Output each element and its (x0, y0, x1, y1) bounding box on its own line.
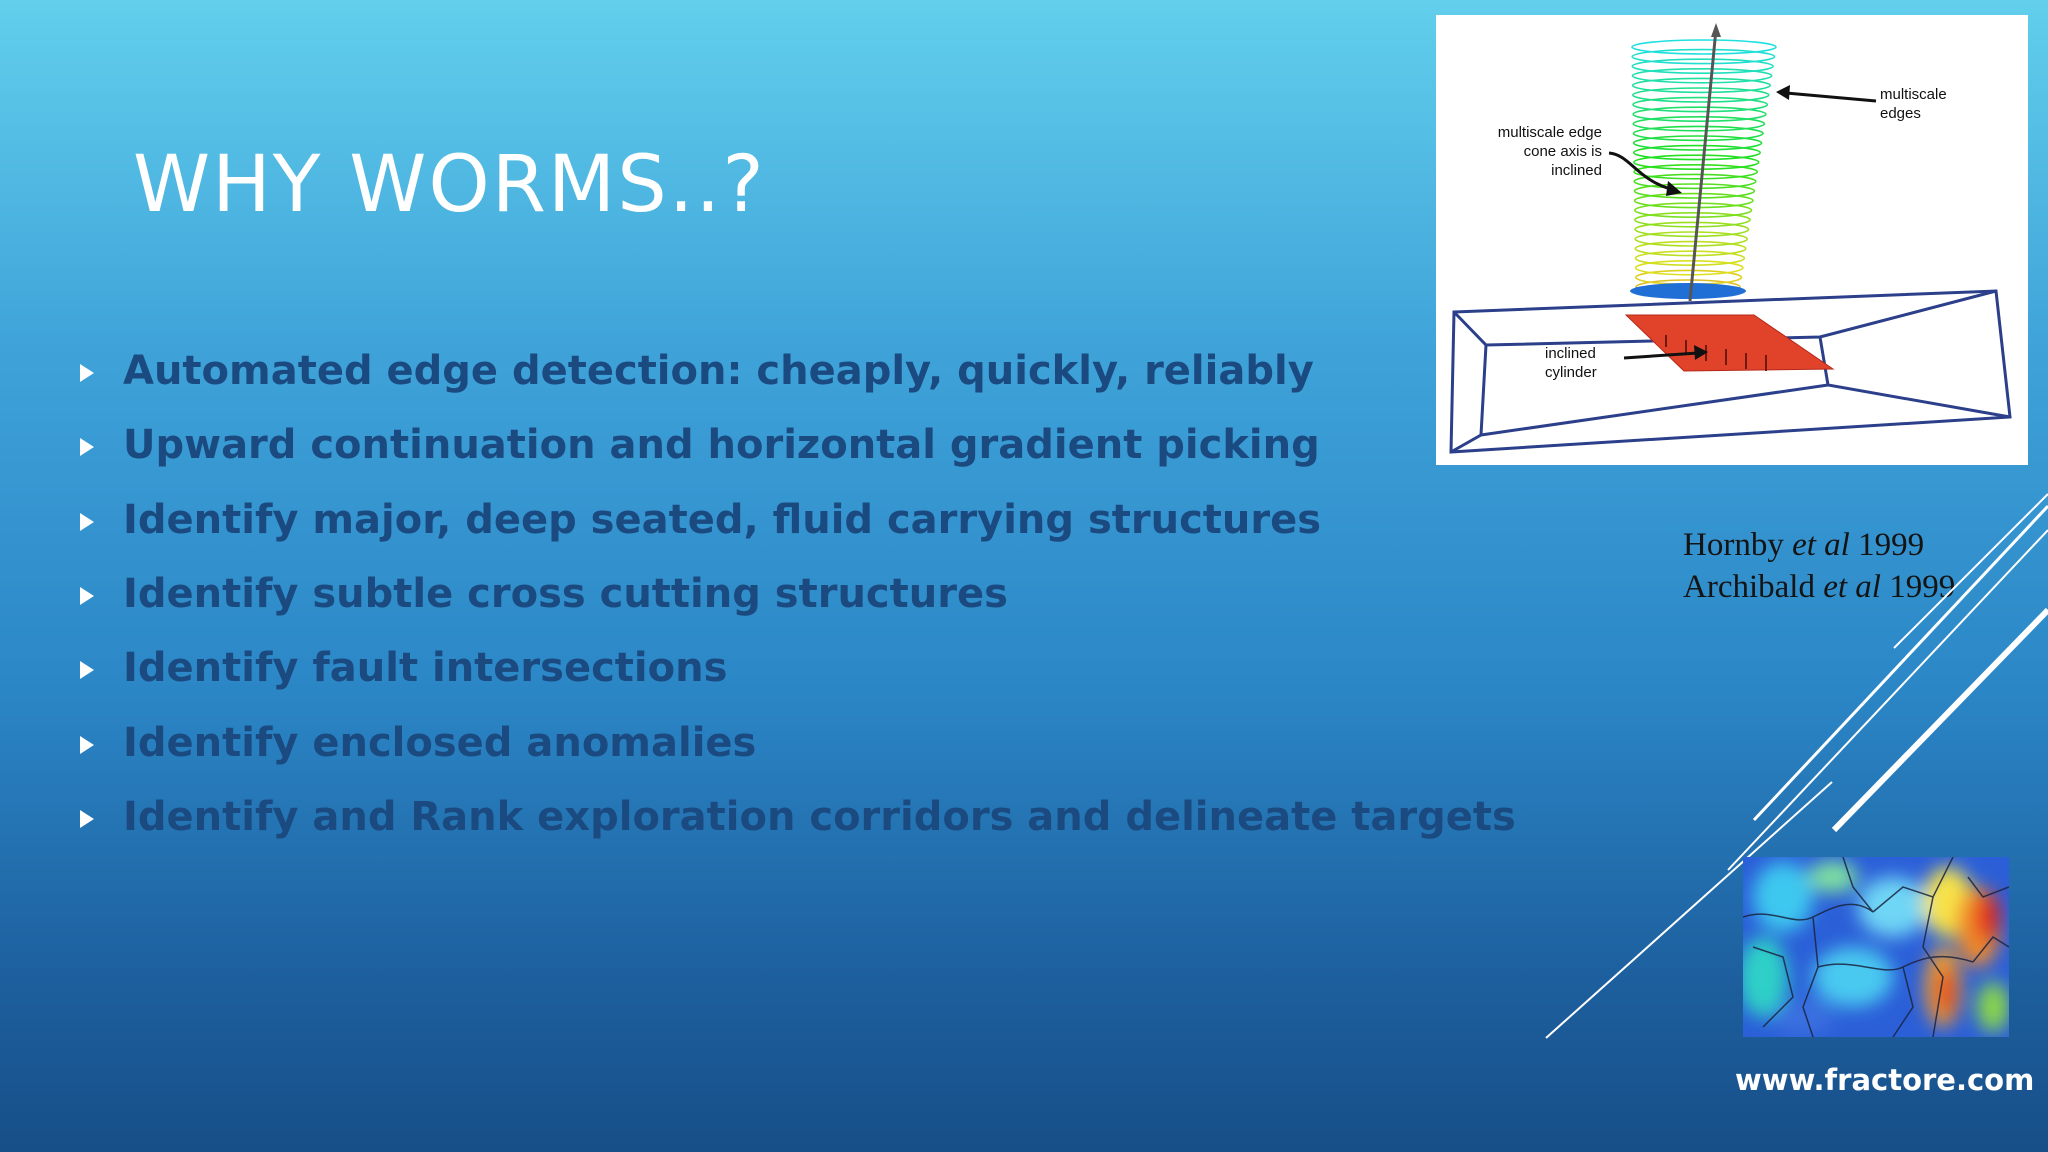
bullet-item (80, 334, 1516, 408)
label-edges-2: edges (1880, 105, 1921, 122)
bullet-item (80, 780, 1516, 854)
label-cone-axis-1: multiscale edge (1497, 124, 1602, 141)
bullet-triangle-icon (80, 364, 94, 382)
multiscale-edge-figure (1436, 15, 2028, 465)
bullet-triangle-icon (80, 438, 94, 456)
reference-etal: et al (1792, 527, 1850, 563)
multiscale-edge-diagram (1436, 15, 2028, 465)
edge-ring (1632, 40, 1776, 54)
bullet-item (80, 557, 1516, 631)
bullet-item (80, 705, 1516, 779)
cone-base (1630, 283, 1746, 299)
bullet-triangle-icon (80, 587, 94, 605)
bullet-item (80, 631, 1516, 705)
reference-author: Archibald (1683, 569, 1815, 605)
bullet-item (80, 408, 1516, 482)
bullet-triangle-icon (80, 810, 94, 828)
slide-title: WHY WORMS..? (133, 140, 766, 230)
reference-etal: et al (1823, 569, 1881, 605)
cone-axis-arrowhead (1711, 23, 1721, 37)
label-cone-axis-2: cone axis is (1523, 143, 1602, 160)
bullet-text: Identify enclosed anomalies (123, 719, 757, 766)
bullet-item (80, 483, 1516, 557)
bullet-triangle-icon (80, 736, 94, 754)
bullet-text: Identify subtle cross cutting structures (123, 571, 1008, 618)
label-cylinder-2: cylinder (1545, 364, 1597, 381)
reference-author: Hornby (1683, 527, 1784, 563)
label-edges-1: multiscale (1880, 86, 1947, 103)
worm-map-thumbnail (1743, 857, 2009, 1037)
bullet-triangle-icon (80, 513, 94, 531)
bullet-text: Upward continuation and horizontal gradient picking (123, 422, 1320, 469)
label-cylinder-1: inclined (1545, 345, 1596, 362)
label-cone-axis-3: inclined (1551, 162, 1602, 179)
bullet-text: Identify major, deep seated, fluid carrying structures (123, 496, 1322, 543)
bullet-triangle-icon (80, 661, 94, 679)
bullet-text: Identify and Rank exploration corridors and delineate targets (123, 793, 1516, 840)
website-url: www.fractore.com (1735, 1063, 2035, 1097)
worm-map-image (1743, 857, 2009, 1037)
bullet-text: Identify fault intersections (123, 645, 728, 692)
inclined-cylinder-shape (1626, 315, 1833, 371)
reference-year: 1999 (1889, 569, 1956, 605)
bullet-list (80, 334, 1516, 854)
bullet-text: Automated edge detection: cheaply, quickly, reliably (123, 348, 1314, 395)
reference-year: 1999 (1858, 527, 1925, 563)
